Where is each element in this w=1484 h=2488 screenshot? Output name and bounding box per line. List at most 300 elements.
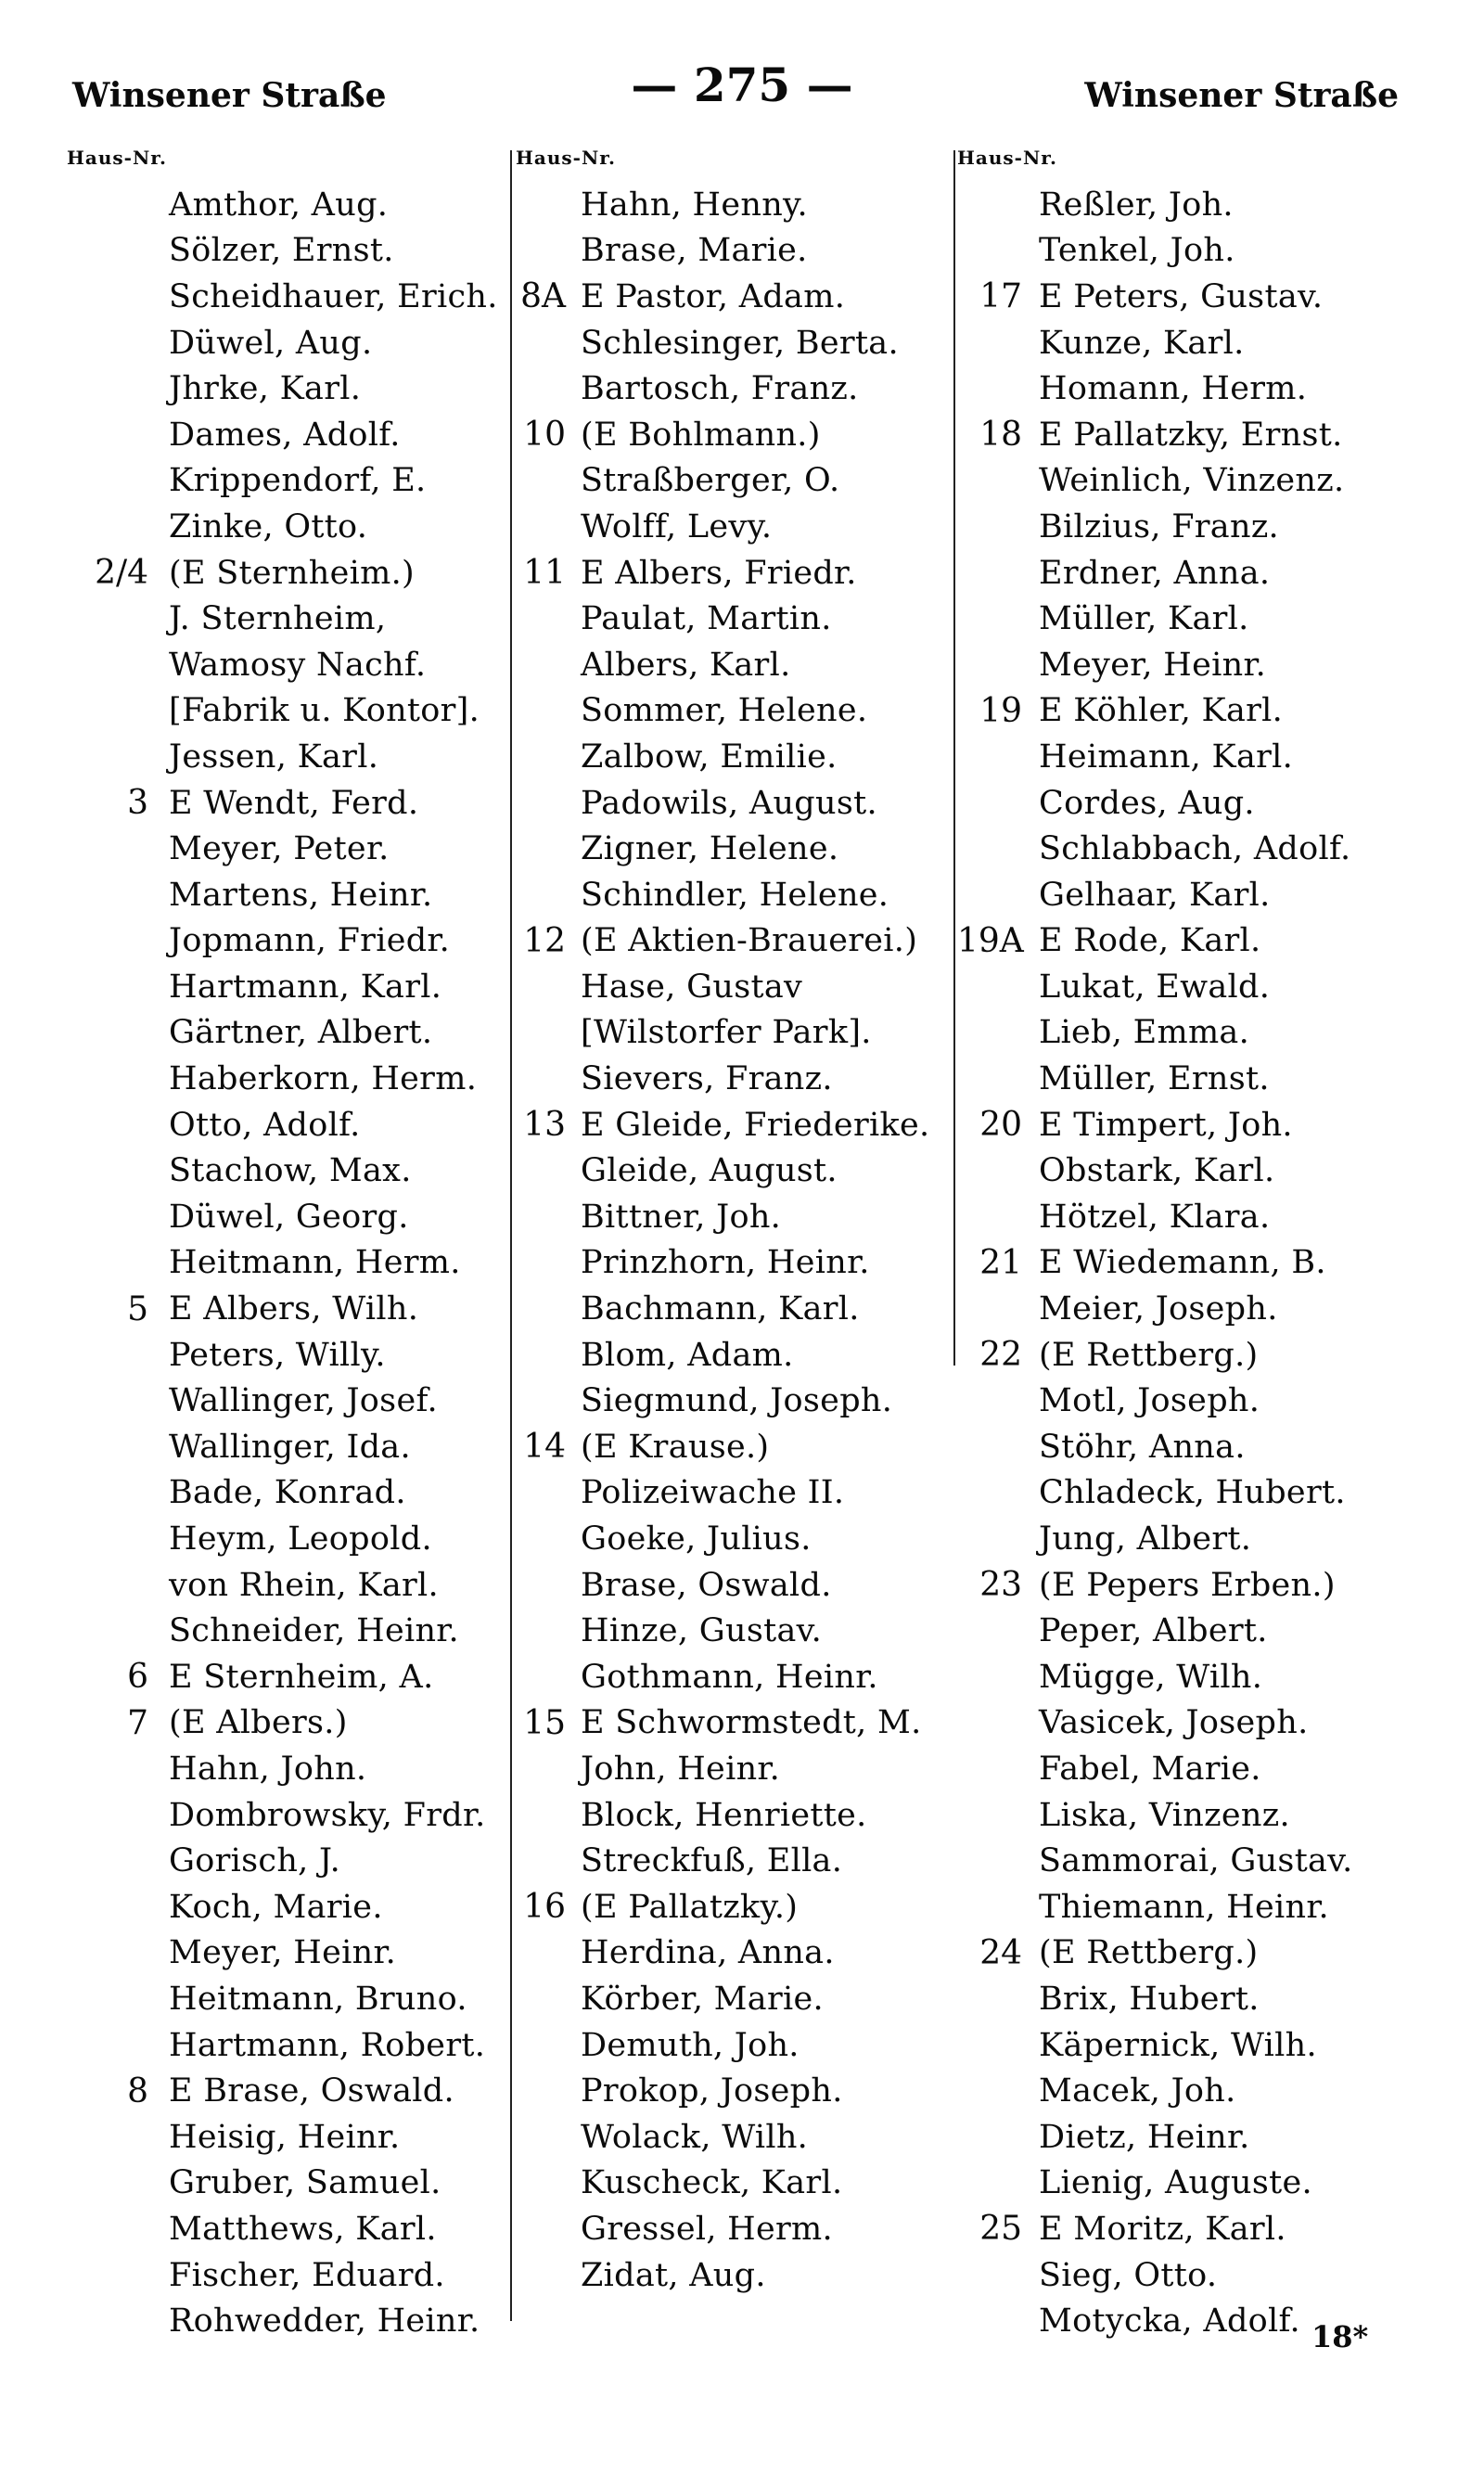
resident-name: Lienig, Auguste. [1039,2164,1312,2202]
resident-name: Liska, Vinzenz. [1039,1796,1290,1834]
directory-entry [516,1102,952,1148]
house-number: 2/4 [95,554,148,593]
directory-entry [957,1516,1439,1562]
directory-entry [957,1240,1439,1287]
directory-entry [957,1470,1439,1517]
resident-name: Bittner, Joh. [581,1198,782,1236]
resident-name: Hötzel, Klara. [1039,1198,1271,1236]
directory-entry [67,1332,510,1379]
directory-entry [67,642,510,688]
resident-name: Müller, Karl. [1039,600,1249,638]
directory-entry [67,2114,510,2161]
directory-entry [957,550,1439,596]
directory-entry [957,228,1439,275]
directory-entry [516,2068,952,2114]
directory-entry [67,1792,510,1839]
directory-entry [957,320,1439,366]
directory-entry [516,1010,952,1057]
resident-name: Erdner, Anna. [1039,554,1271,592]
directory-entry [957,1976,1439,2022]
house-number: 25 [979,2210,1022,2249]
resident-name: Straßberger, O. [581,462,840,500]
resident-name: E Rode, Karl. [1039,922,1261,960]
resident-name: E Köhler, Karl. [1039,692,1284,730]
directory-entry [957,1700,1439,1747]
directory-entry [516,2114,952,2161]
resident-name: Lieb, Emma. [1039,1014,1250,1052]
resident-name: Blom, Adam. [581,1336,794,1374]
directory-entry [957,1194,1439,1240]
directory-entry [516,1930,952,1977]
resident-name: E Pastor, Adam. [581,277,846,315]
resident-name: Meyer, Heinr. [1039,646,1267,684]
resident-name: Bade, Konrad. [169,1474,406,1512]
directory-entry [67,826,510,872]
street-name-left: Winsener Straße [72,76,387,115]
resident-name: Amthor, Aug. [169,186,389,224]
directory-column-2 [516,148,952,2298]
resident-name: (E Sternheim.) [169,554,415,592]
house-number: 3 [127,784,148,823]
directory-entry [67,1562,510,1609]
resident-name: (E Pepers Erben.) [1039,1566,1336,1604]
directory-entry [957,1424,1439,1470]
resident-name: Sommer, Helene. [581,692,868,730]
directory-entry [516,228,952,275]
resident-name: Scheidhauer, Erich. [169,277,498,315]
column-divider [953,150,955,1366]
resident-name: Körber, Marie. [581,1980,824,2018]
resident-name: Matthews, Karl. [169,2210,437,2248]
directory-entry [67,458,510,505]
resident-name: Brix, Hubert. [1039,1980,1260,2018]
resident-name: Herdina, Anna. [581,1934,835,1972]
directory-entry [67,2252,510,2299]
resident-name: Stachow, Max. [169,1152,412,1190]
resident-name: Sievers, Franz. [581,1060,833,1098]
directory-entry [67,504,510,550]
resident-name: von Rhein, Karl. [169,1566,439,1604]
resident-name: (E Albers.) [169,1704,348,1742]
directory-entry [957,964,1439,1010]
resident-name: Fischer, Eduard. [169,2256,445,2294]
resident-name: Brase, Oswald. [581,1566,832,1604]
resident-name: E Wendt, Ferd. [169,784,419,822]
directory-entry [957,412,1439,458]
resident-name: Düwel, Georg. [169,1198,409,1236]
house-number: 24 [979,1933,1022,1972]
resident-name: Dietz, Heinr. [1039,2118,1250,2156]
resident-name: Dombrowsky, Frdr. [169,1796,486,1834]
directory-entry [67,1884,510,1930]
directory-entry [67,228,510,275]
resident-name: Hartmann, Robert. [169,2026,486,2064]
directory-entry [957,2161,1439,2207]
resident-name: John, Heinr. [581,1750,781,1788]
directory-entry [957,2252,1439,2299]
directory-entry [516,1516,952,1562]
resident-name: E Sternheim, A. [169,1658,434,1696]
resident-name: Krippendorf, E. [169,462,427,500]
directory-entry [957,1562,1439,1609]
resident-name: Martens, Heinr. [169,876,433,914]
resident-name: Sammorai, Gustav. [1039,1842,1353,1880]
directory-entry [516,1148,952,1194]
directory-entry [67,1194,510,1240]
directory-entry [516,1746,952,1792]
directory-entry [957,1102,1439,1148]
resident-name: Wamosy Nachf. [169,646,427,684]
resident-name: Zigner, Helene. [581,830,839,868]
directory-entry [957,1148,1439,1194]
directory-entry [516,366,952,412]
resident-name: Streckfuß, Ella. [581,1842,843,1880]
house-number: 18 [979,416,1022,455]
directory-entry [67,182,510,228]
resident-name: Fabel, Marie. [1039,1750,1261,1788]
resident-name: Gärtner, Albert. [169,1014,433,1052]
resident-name: (E Rettberg.) [1039,1336,1259,1374]
directory-entry [67,1516,510,1562]
resident-name: Schlabbach, Adolf. [1039,830,1351,868]
directory-entry [67,366,510,412]
column-divider [510,150,512,2321]
directory-entry [67,1930,510,1977]
directory-entry [516,872,952,918]
directory-entry [67,1240,510,1287]
resident-name: Kuscheck, Karl. [581,2164,843,2202]
directory-entry [957,504,1439,550]
resident-name: Heitmann, Bruno. [169,1980,467,2018]
directory-entry [516,1378,952,1424]
directory-entry [67,1470,510,1517]
house-number: 11 [523,554,566,593]
house-number: 12 [523,921,566,960]
resident-name: Bilzius, Franz. [1039,507,1279,545]
street-name-right: Winsener Straße [1084,76,1399,115]
directory-entry [516,918,952,965]
resident-name: Wallinger, Ida. [169,1428,411,1466]
directory-entry [957,182,1439,228]
directory-entry [67,1102,510,1148]
directory-entry [957,826,1439,872]
resident-name: Meier, Joseph. [1039,1290,1278,1328]
resident-name: Zidat, Aug. [581,2256,766,2294]
directory-entry [957,1838,1439,1884]
resident-name: [Wilstorfer Park]. [581,1014,872,1052]
resident-name: Wolack, Wilh. [581,2118,809,2156]
resident-name: Gorisch, J. [169,1842,341,1880]
directory-entry [957,734,1439,780]
resident-name: Heitmann, Herm. [169,1244,461,1282]
resident-name: Zinke, Otto. [169,507,368,545]
directory-entry [516,1240,952,1287]
resident-name: Jhrke, Karl. [169,370,362,408]
resident-name: Müller, Ernst. [1039,1060,1270,1098]
house-number: 16 [523,1888,566,1927]
directory-entry [516,780,952,827]
directory-entry [516,2252,952,2299]
directory-entry [516,2206,952,2252]
resident-name: E Pallatzky, Ernst. [1039,416,1343,454]
directory-entry [516,274,952,320]
resident-name: Jopmann, Friedr. [169,922,451,960]
directory-entry [516,734,952,780]
directory-entry [67,2068,510,2114]
directory-entry [957,1378,1439,1424]
resident-name: Gothmann, Heinr. [581,1658,878,1696]
directory-entry [516,1884,952,1930]
directory-entry [957,1654,1439,1700]
directory-entry [67,596,510,642]
resident-name: Sölzer, Ernst. [169,232,394,270]
resident-name: Bachmann, Karl. [581,1290,860,1328]
directory-entry [67,780,510,827]
resident-name: Albers, Karl. [581,646,791,684]
directory-column-3 [957,148,1439,2344]
resident-name: Weinlich, Vinzenz. [1039,462,1345,500]
resident-name: Gressel, Herm. [581,2210,833,2248]
directory-entry [516,964,952,1010]
resident-name: Schindler, Helene. [581,876,889,914]
directory-entry [516,1470,952,1517]
directory-entry [67,1700,510,1747]
resident-name: Hahn, Henny. [581,186,808,224]
resident-name: Polizeiwache II. [581,1474,845,1512]
directory-entry [516,1654,952,1700]
directory-entry [67,964,510,1010]
page-header [0,58,1484,132]
directory-entry [516,2022,952,2069]
resident-name: (E Rettberg.) [1039,1934,1259,1972]
resident-name: E Moritz, Karl. [1039,2210,1286,2248]
resident-name: Wolff, Levy. [581,507,773,545]
column-header: Haus-Nr. [516,147,616,169]
directory-entry [67,2022,510,2069]
resident-name: (E Krause.) [581,1428,770,1466]
directory-entry [67,872,510,918]
resident-name: Zalbow, Emilie. [581,737,838,776]
directory-entry [67,1654,510,1700]
directory-entry [957,2022,1439,2069]
resident-name: E Albers, Wilh. [169,1290,419,1328]
resident-name: (E Bohlmann.) [581,416,821,454]
resident-name: Otto, Adolf. [169,1106,361,1144]
directory-entry [957,1332,1439,1379]
directory-entry [67,412,510,458]
resident-name: Goeke, Julius. [581,1520,812,1558]
resident-name: Sieg, Otto. [1039,2256,1218,2294]
directory-entry [516,688,952,735]
house-number: 17 [979,277,1022,316]
house-number: 8 [127,2071,148,2110]
directory-entry [67,1010,510,1057]
directory-entry [67,1148,510,1194]
resident-name: Thiemann, Heinr. [1039,1888,1329,1926]
directory-entry [957,642,1439,688]
resident-name: Prinzhorn, Heinr. [581,1244,870,1282]
resident-name: Vasicek, Joseph. [1039,1704,1309,1742]
directory-entry [67,918,510,965]
directory-entry [67,550,510,596]
resident-name: [Fabrik u. Kontor]. [169,692,480,730]
resident-name: Motycka, Adolf. [1039,2302,1300,2341]
directory-entry [516,1424,952,1470]
resident-name: Homann, Herm. [1039,370,1308,408]
directory-entry [516,504,952,550]
directory-entry [67,734,510,780]
resident-name: Koch, Marie. [169,1888,383,1926]
directory-entry [957,1884,1439,1930]
resident-name: Kunze, Karl. [1039,324,1245,362]
resident-name: Düwel, Aug. [169,324,373,362]
directory-entry [516,1332,952,1379]
resident-name: Heimann, Karl. [1039,737,1294,776]
directory-entry [957,918,1439,965]
house-number: 7 [127,1703,148,1742]
resident-name: Padowils, August. [581,784,877,822]
resident-name: Gelhaar, Karl. [1039,876,1271,914]
resident-name: (E Aktien-Brauerei.) [581,922,918,960]
directory-entry [957,274,1439,320]
directory-entry [957,1792,1439,1839]
resident-name: Macek, Joh. [1039,2072,1236,2110]
directory-entry [957,1286,1439,1332]
directory-entry [957,1010,1439,1057]
column-header: Haus-Nr. [67,147,167,169]
house-number: 13 [523,1106,566,1145]
house-number: 6 [127,1658,148,1697]
directory-entry [957,1746,1439,1792]
directory-entry [67,1608,510,1654]
directory-entry [516,2161,952,2207]
resident-name: Dames, Adolf. [169,416,401,454]
resident-name: Peters, Willy. [169,1336,386,1374]
directory-entry [957,2068,1439,2114]
directory-entry [67,1424,510,1470]
directory-entry [67,1378,510,1424]
directory-entry [516,1700,952,1747]
resident-name: E Albers, Friedr. [581,554,857,592]
resident-name: Paulat, Martin. [581,600,832,638]
resident-name: E Timpert, Joh. [1039,1106,1293,1144]
directory-entry [957,458,1439,505]
resident-name: Gleide, August. [581,1152,838,1190]
resident-name: E Brase, Oswald. [169,2072,454,2110]
resident-name: E Schwormstedt, M. [581,1704,922,1742]
resident-name: Bartosch, Franz. [581,370,859,408]
directory-entry [67,274,510,320]
directory-entry [67,1838,510,1884]
resident-name: Prokop, Joseph. [581,2072,843,2110]
resident-name: Block, Henriette. [581,1796,867,1834]
house-number: 15 [523,1703,566,1742]
resident-name: Demuth, Joh. [581,2026,800,2064]
resident-name: Haberkorn, Herm. [169,1060,478,1098]
resident-name: Schlesinger, Berta. [581,324,899,362]
resident-name: Cordes, Aug. [1039,784,1255,822]
house-number: 21 [979,1243,1022,1282]
directory-entry [516,1056,952,1102]
signature-mark: 18* [1311,2319,1369,2354]
house-number: 19 [979,691,1022,730]
resident-name: Heym, Leopold. [169,1520,432,1558]
resident-name: (E Pallatzky.) [581,1888,799,1926]
directory-entry [957,2114,1439,2161]
resident-name: Wallinger, Josef. [169,1382,438,1420]
resident-name: Siegmund, Joseph. [581,1382,893,1420]
resident-name: Jung, Albert. [1039,1520,1252,1558]
directory-entry [957,1930,1439,1977]
house-number: 14 [523,1428,566,1467]
house-number: 22 [979,1336,1022,1375]
house-number: 5 [127,1289,148,1328]
resident-name: Motl, Joseph. [1039,1382,1260,1420]
directory-entry [516,642,952,688]
directory-entry [957,1608,1439,1654]
resident-name: Obstark, Karl. [1039,1152,1275,1190]
directory-entry [516,182,952,228]
resident-name: Tenkel, Joh. [1039,232,1235,270]
directory-entry [516,320,952,366]
resident-name: Meyer, Heinr. [169,1934,397,1972]
resident-name: Chladeck, Hubert. [1039,1474,1346,1512]
directory-entry [516,1838,952,1884]
directory-entry [67,1056,510,1102]
resident-name: Meyer, Peter. [169,830,390,868]
house-number: 19A [957,921,1024,960]
page-number: — 275 — [631,58,853,112]
directory-column-1 [67,148,510,2344]
directory-entry [516,550,952,596]
resident-name: Reßler, Joh. [1039,186,1234,224]
directory-entry [516,1562,952,1609]
directory-entry [516,596,952,642]
directory-entry [957,872,1439,918]
house-number: 10 [523,416,566,455]
directory-entry [516,1792,952,1839]
directory-entry [957,688,1439,735]
resident-name: Gruber, Samuel. [169,2164,441,2202]
resident-name: Peper, Albert. [1039,1612,1268,1650]
resident-name: Brase, Marie. [581,232,808,270]
directory-entry [67,1976,510,2022]
directory-entry [67,2298,510,2344]
directory-entry [516,1286,952,1332]
resident-name: Jessen, Karl. [169,737,379,776]
resident-name: E Gleide, Friederike. [581,1106,930,1144]
directory-entry [67,1286,510,1332]
resident-name: Käpernick, Wilh. [1039,2026,1317,2064]
directory-entry [67,1746,510,1792]
resident-name: Stöhr, Anna. [1039,1428,1246,1466]
directory-entry [957,2206,1439,2252]
directory-entry [516,1608,952,1654]
resident-name: Schneider, Heinr. [169,1612,459,1650]
directory-entry [957,596,1439,642]
resident-name: J. Sternheim, [169,600,387,638]
directory-entry [957,366,1439,412]
resident-name: Hinze, Gustav. [581,1612,823,1650]
house-number: 20 [979,1106,1022,1145]
directory-entry [516,1976,952,2022]
directory-entry [516,458,952,505]
directory-entry [67,688,510,735]
resident-name: Hahn, John. [169,1750,367,1788]
resident-name: E Wiedemann, B. [1039,1244,1326,1282]
directory-entry [67,320,510,366]
house-number: 8A [520,277,566,316]
